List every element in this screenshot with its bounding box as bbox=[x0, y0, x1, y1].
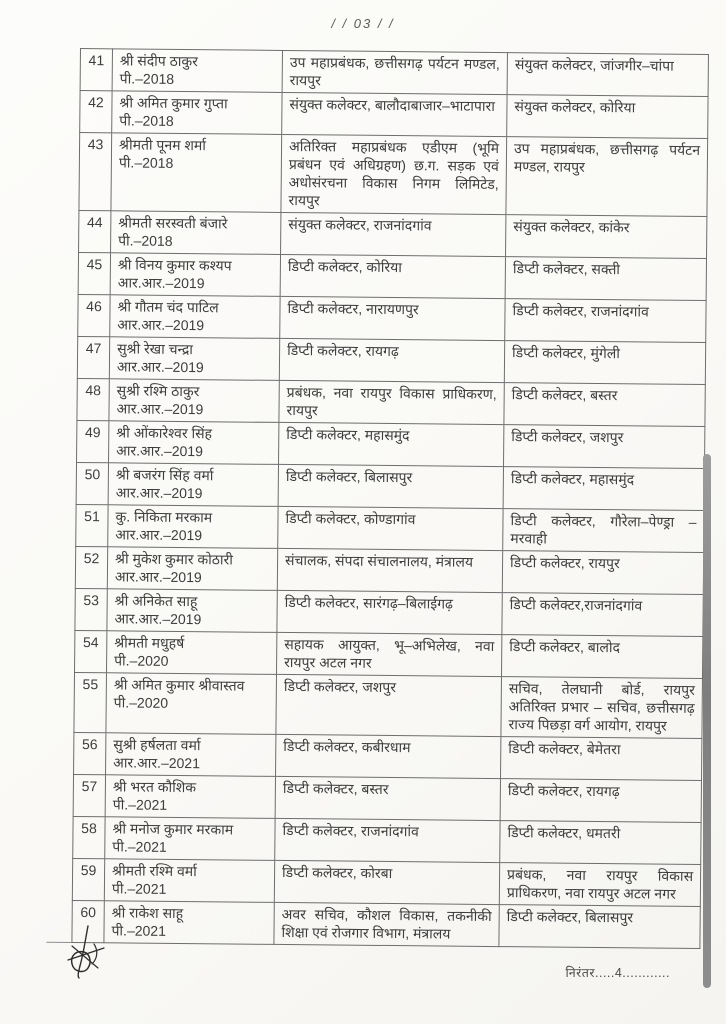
officer-name-cell bbox=[104, 859, 274, 903]
new-posting-cell: डिप्टी कलेक्टर, राजनांदगांव bbox=[505, 299, 706, 343]
new-posting-cell: डिप्टी कलेक्टर, रायगढ़ bbox=[500, 779, 701, 823]
officer-name-cell bbox=[109, 337, 279, 381]
officer-name-cell bbox=[107, 589, 277, 633]
serial-cell: 50 bbox=[76, 462, 108, 504]
officer-batch: पी.–2021 bbox=[111, 880, 167, 897]
serial-cell: 44 bbox=[79, 210, 111, 252]
new-posting-cell: डिप्टी कलेक्टर, जशपुर bbox=[504, 425, 705, 469]
officer-batch: पी.–2021 bbox=[111, 922, 167, 939]
table-row bbox=[72, 858, 700, 906]
continuation-note: निरंतर.....4............ bbox=[565, 966, 670, 980]
officer-name-cell bbox=[108, 505, 278, 549]
officer-name: श्री ओंकारेश्वर सिंह bbox=[116, 424, 213, 442]
table-row bbox=[74, 672, 703, 738]
new-posting-cell: संयुक्त कलेक्टर, जांजगीर–चांपा bbox=[507, 53, 708, 97]
officer-name: श्री मनोज कुमार मरकाम bbox=[112, 820, 234, 838]
table-row bbox=[75, 546, 703, 594]
table-row bbox=[75, 588, 703, 636]
officer-batch: पी.–2020 bbox=[113, 694, 169, 711]
officer-name: श्री विनय कुमार कश्यप bbox=[117, 256, 232, 274]
officer-name-cell bbox=[110, 253, 280, 297]
serial-cell: 57 bbox=[73, 774, 105, 816]
serial-cell: 54 bbox=[75, 630, 107, 672]
officer-batch: पी.–2021 bbox=[112, 838, 167, 855]
serial-cell: 43 bbox=[79, 133, 112, 211]
officer-name: श्री बजरंग सिंह वर्मा bbox=[115, 466, 214, 484]
current-posting-cell: संचालक, संपदा संचालनालय, मंत्रालय bbox=[277, 548, 502, 592]
serial-cell: 41 bbox=[80, 49, 112, 91]
officer-batch: आर.आर.–2019 bbox=[117, 274, 205, 292]
officer-batch: पी.–2018 bbox=[119, 70, 175, 87]
serial-cell: 47 bbox=[77, 336, 109, 378]
new-posting-cell: डिप्टी कलेक्टर, बस्तर bbox=[504, 383, 705, 427]
current-posting-cell: उप महाप्रबंधक, छत्तीसगढ़ पर्यटन मण्डल, रायपुर bbox=[282, 50, 507, 94]
officer-name: श्रीमती सरस्वती बंजारे bbox=[118, 214, 228, 232]
current-posting-cell: डिप्टी कलेक्टर, महासमुंद bbox=[279, 422, 504, 466]
officer-batch: आर.आर.–2019 bbox=[115, 526, 203, 544]
current-posting-cell: डिप्टी कलेक्टर, बस्तर bbox=[275, 776, 500, 820]
officer-name: श्री राकेश साहू bbox=[111, 904, 184, 922]
officer-name-cell bbox=[106, 733, 276, 777]
new-posting-cell: डिप्टी कलेक्टर,राजनांदगांव bbox=[502, 593, 703, 637]
new-posting-cell: डिप्टी कलेक्टर, बालोद bbox=[501, 635, 702, 679]
new-posting-cell: डिप्टी कलेक्टर, गौरेला–पेण्ड्रा –मरवाही bbox=[503, 509, 704, 553]
current-posting-cell: संयुक्त कलेक्टर, राजनांदगांव bbox=[281, 212, 506, 256]
table-row bbox=[76, 462, 704, 510]
officer-name: श्रीमती रश्मि वर्मा bbox=[112, 862, 197, 880]
officer-batch: पी.–2018 bbox=[119, 112, 174, 129]
officer-name-cell bbox=[105, 817, 275, 861]
serial-cell: 53 bbox=[75, 588, 107, 630]
officer-batch: पी.–2018 bbox=[118, 154, 174, 171]
officer-name: सुश्री रश्मि ठाकुर bbox=[116, 382, 200, 400]
officer-name: श्री भरत कौशिक bbox=[112, 778, 197, 796]
officer-name-cell bbox=[107, 631, 277, 675]
serial-cell: 51 bbox=[76, 504, 108, 546]
officer-name: कु. निकिता मरकाम bbox=[115, 508, 213, 526]
current-posting-cell: डिप्टी कलेक्टर, नारायणपुर bbox=[280, 296, 505, 340]
officer-name-cell bbox=[112, 91, 282, 135]
table-row bbox=[76, 504, 704, 552]
new-posting-cell: डिप्टी कलेक्टर, धमतरी bbox=[500, 821, 701, 865]
officer-name-cell bbox=[108, 463, 278, 507]
table-row bbox=[78, 252, 706, 300]
officer-batch: आर.आर.–2021 bbox=[113, 754, 200, 772]
officer-name: श्रीमती मधुहर्ष bbox=[114, 634, 185, 652]
table-row bbox=[77, 420, 705, 468]
current-posting-cell: डिप्टी कलेक्टर, कबीरधाम bbox=[276, 734, 501, 778]
new-posting-cell: डिप्टी कलेक्टर, बेमेतरा bbox=[501, 737, 702, 781]
officer-name-cell bbox=[106, 673, 277, 735]
table-row bbox=[77, 336, 705, 384]
table-row bbox=[80, 91, 708, 139]
officer-batch: पी.–2018 bbox=[118, 232, 173, 249]
officer-batch: आर.आर.–2019 bbox=[116, 400, 204, 418]
serial-cell: 49 bbox=[77, 420, 109, 462]
officer-name: सुश्री रेखा चन्द्रा bbox=[117, 340, 194, 358]
transfer-table bbox=[71, 48, 709, 949]
officer-name-cell bbox=[112, 49, 282, 93]
officer-batch: आर.आर.–2019 bbox=[115, 484, 203, 502]
current-posting-cell: अतिरिक्त महाप्रबंधक एडीएम (भूमि प्रबंधन एवं अधिग्रहण) छ.ग. सड़क एवं अधोसंरचना विकास निगम लिमिटेड, रायपुर bbox=[281, 134, 507, 214]
table-row bbox=[75, 630, 703, 678]
serial-cell: 58 bbox=[73, 816, 105, 858]
current-posting-cell: डिप्टी कलेक्टर, कोरिया bbox=[280, 254, 505, 298]
new-posting-cell: सचिव, तेलघानी बोर्ड, रायपुर अतिरिक्त प्रभार – सचिव, छत्तीसगढ़ राज्य पिछड़ा वर्ग आयोग, रायपुर bbox=[501, 677, 703, 739]
current-posting-cell: डिप्टी कलेक्टर, जशपुर bbox=[276, 674, 502, 736]
serial-cell: 60 bbox=[72, 900, 104, 942]
page-number: / / 03 / / bbox=[331, 16, 395, 31]
officer-name-cell bbox=[110, 295, 280, 339]
new-posting-cell: डिप्टी कलेक्टर, मुंगेली bbox=[504, 341, 705, 385]
new-posting-cell: डिप्टी कलेक्टर, महासमुंद bbox=[503, 467, 704, 511]
officer-name-cell bbox=[111, 211, 281, 255]
transfer-table-body bbox=[72, 49, 709, 949]
officer-batch: आर.आर.–2019 bbox=[116, 442, 203, 460]
officer-batch: पी.–2021 bbox=[112, 796, 168, 813]
table-row bbox=[78, 294, 706, 342]
transfer-table-wrap bbox=[71, 48, 708, 949]
current-posting-cell: डिप्टी कलेक्टर, कोण्डागांव bbox=[278, 506, 503, 550]
officer-name-cell bbox=[109, 421, 279, 465]
officer-name: श्री गौतम चंद पाटिल bbox=[117, 298, 219, 316]
officer-batch: पी.–2020 bbox=[114, 652, 169, 669]
table-row bbox=[73, 816, 701, 864]
officer-name: श्रीमती पूनम शर्मा bbox=[118, 136, 207, 154]
new-posting-cell: उप महाप्रबंधक, छत्तीसगढ़ पर्यटन मण्डल, रायपुर bbox=[506, 137, 708, 217]
officer-name: श्री अनिकेत साहू bbox=[114, 592, 198, 610]
new-posting-cell: डिप्टी कलेक्टर, सक्ती bbox=[505, 257, 706, 301]
officer-name: श्री अमित कुमार गुप्ता bbox=[119, 94, 228, 112]
new-posting-cell: संयुक्त कलेक्टर, कांकेर bbox=[506, 215, 707, 259]
table-row bbox=[74, 732, 702, 780]
officer-batch: आर.आर.–2019 bbox=[114, 568, 202, 586]
officer-name: श्री संदीप ठाकुर bbox=[119, 52, 198, 70]
officer-name: श्री मुकेश कुमार कोठारी bbox=[115, 550, 234, 568]
officer-name-cell bbox=[109, 379, 279, 423]
table-row bbox=[72, 900, 700, 948]
officer-name: श्री अमित कुमार श्रीवास्तव bbox=[113, 676, 245, 694]
new-posting-cell: प्रबंधक, नवा रायपुर विकास प्राधिकरण, नवा रायपुर अटल नगर bbox=[499, 863, 700, 907]
new-posting-cell: संयुक्त कलेक्टर, कोरिया bbox=[507, 95, 708, 139]
serial-cell: 45 bbox=[78, 252, 110, 294]
current-posting-cell: डिप्टी कलेक्टर, बिलासपुर bbox=[278, 464, 503, 508]
serial-cell: 55 bbox=[74, 672, 107, 732]
current-posting-cell: डिप्टी कलेक्टर, राजनांदगांव bbox=[275, 818, 500, 862]
table-row bbox=[73, 774, 701, 822]
serial-cell: 48 bbox=[77, 378, 109, 420]
serial-cell: 59 bbox=[72, 858, 104, 900]
new-posting-cell: डिप्टी कलेक्टर, बिलासपुर bbox=[499, 905, 700, 949]
officer-batch: आर.आर.–2019 bbox=[117, 316, 205, 334]
current-posting-cell: डिप्टी कलेक्टर, कोरबा bbox=[274, 860, 499, 904]
officer-batch: आर.आर.–2019 bbox=[116, 358, 204, 376]
serial-cell: 56 bbox=[74, 732, 106, 774]
table-row bbox=[79, 133, 708, 217]
officer-name-cell bbox=[107, 547, 277, 591]
table-row bbox=[79, 210, 707, 258]
new-posting-cell: डिप्टी कलेक्टर, रायपुर bbox=[502, 551, 703, 595]
current-posting-cell: संयुक्त कलेक्टर, बालौदाबाजार–भाटापारा bbox=[282, 92, 507, 136]
current-posting-cell: सहायक आयुक्त, भू–अभिलेख, नवा रायपुर अटल नगर bbox=[276, 632, 501, 676]
current-posting-cell: डिप्टी कलेक्टर, सारंगढ़–बिलाईगढ़ bbox=[277, 590, 502, 634]
officer-batch: आर.आर.–2019 bbox=[114, 610, 202, 628]
current-posting-cell: प्रबंधक, नवा रायपुर विकास प्राधिकरण, रायपुर bbox=[279, 380, 504, 424]
current-posting-cell: डिप्टी कलेक्टर, रायगढ़ bbox=[279, 338, 504, 382]
serial-cell: 52 bbox=[75, 546, 107, 588]
officer-name: सुश्री हर्षलता वर्मा bbox=[113, 736, 201, 754]
signature-icon bbox=[64, 920, 120, 982]
table-row bbox=[80, 49, 708, 97]
officer-name-cell bbox=[105, 775, 275, 819]
scan-edge-artifact bbox=[703, 454, 711, 988]
officer-name-cell bbox=[104, 901, 274, 945]
current-posting-cell: अवर सचिव, कौशल विकास, तकनीकी शिक्षा एवं रोजगार विभाग, मंत्रालय bbox=[274, 902, 499, 946]
officer-name-cell bbox=[111, 133, 282, 213]
serial-cell: 46 bbox=[78, 294, 110, 336]
table-row bbox=[77, 378, 705, 426]
serial-cell: 42 bbox=[80, 91, 112, 133]
